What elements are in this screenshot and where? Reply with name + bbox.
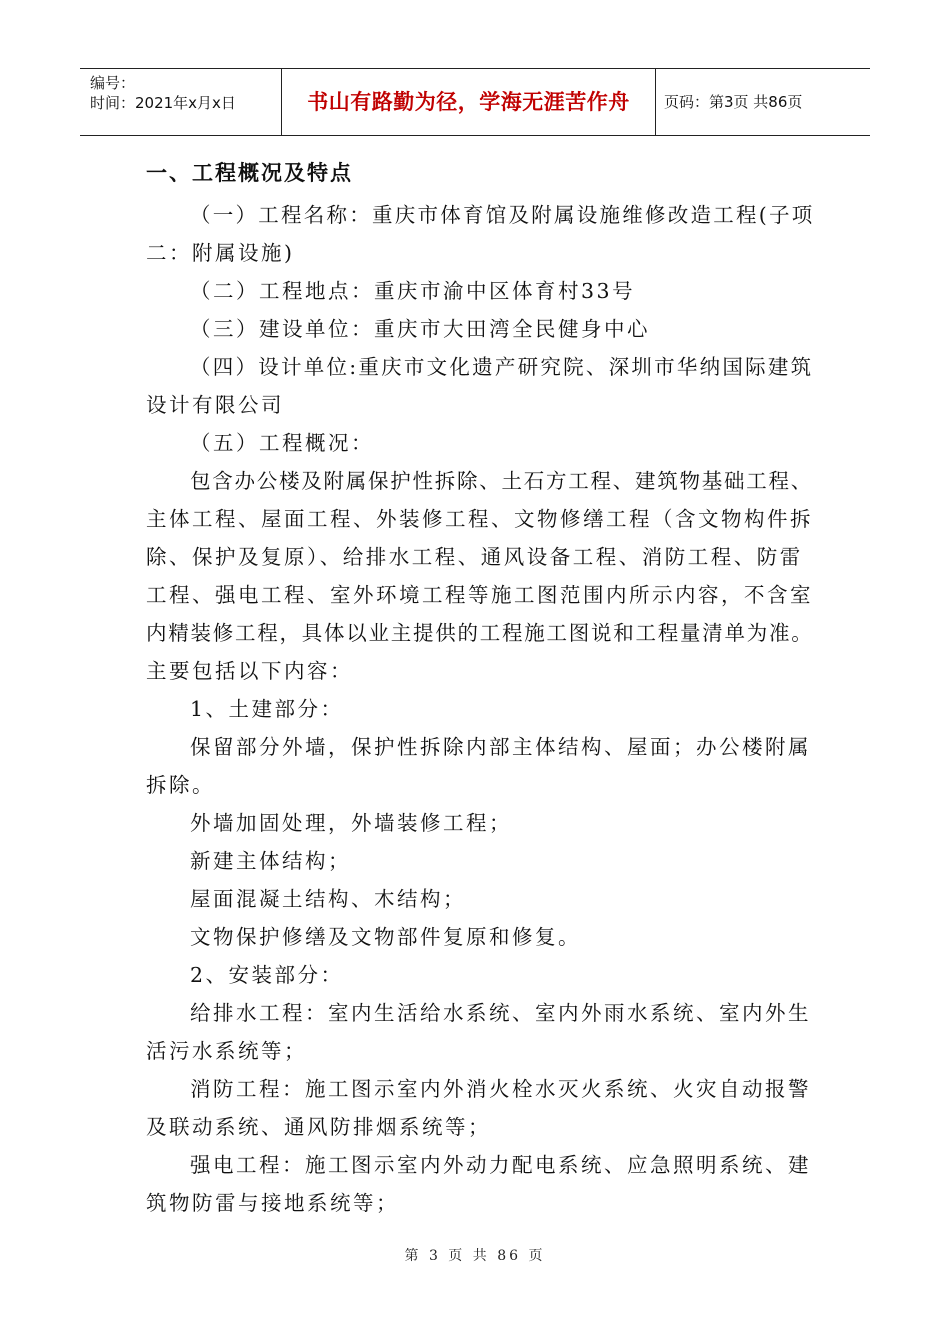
document-header xyxy=(80,68,870,136)
body-line: 给排水工程：室内生活给水系统、室内外雨水系统、室内外生 xyxy=(190,1001,811,1025)
body-line: 文物保护修缮及文物部件复原和修复。 xyxy=(190,925,581,949)
body-line: （五）工程概况： xyxy=(190,431,374,455)
body-line: 保留部分外墙，保护性拆除内部主体结构、屋面；办公楼附属 xyxy=(190,735,811,759)
header-page-info: 页码：第3页 共86页 xyxy=(664,93,803,111)
body-line: 筑物防雷与接地系统等； xyxy=(146,1191,399,1215)
body-line: 二：附属设施) xyxy=(146,241,295,265)
header-meta-cell xyxy=(80,69,282,135)
body-line: 主要包括以下内容： xyxy=(146,659,353,683)
header-motto: 书山有路勤为径，学海无涯苦作舟 xyxy=(282,69,656,135)
body-line: 外墙加固处理，外墙装修工程； xyxy=(190,811,512,835)
body-line: 强电工程：施工图示室内外动力配电系统、应急照明系统、建 xyxy=(190,1153,811,1177)
body-line: 屋面混凝土结构、木结构； xyxy=(190,887,466,911)
body-line: 及联动系统、通风防排烟系统等； xyxy=(146,1115,491,1139)
body-line: （四）设计单位:重庆市文化遗产研究院、深圳市华纳国际建筑 xyxy=(190,355,814,379)
page-footer: 第 3 页 共 86 页 xyxy=(404,1248,546,1264)
body-line: （三）建设单位：重庆市大田湾全民健身中心 xyxy=(190,317,650,341)
body-line: 拆除。 xyxy=(146,773,215,797)
body-line: 设计有限公司 xyxy=(146,393,284,417)
code-label: 编号： xyxy=(90,74,136,92)
body-line: 消防工程：施工图示室内外消火栓水灭火系统、火灾自动报警 xyxy=(190,1077,811,1101)
body-line: （二）工程地点：重庆市渝中区体育村33号 xyxy=(190,279,636,303)
body-line: 1、土建部分： xyxy=(190,697,344,721)
time-label: 时间：2021年x月x日 xyxy=(90,94,236,112)
body-line: 活污水系统等； xyxy=(146,1039,307,1063)
body-line: 除、保护及复原）、给排水工程、通风设备工程、消防工程、防雷 xyxy=(146,545,803,569)
body-line: （一）工程名称：重庆市体育馆及附属设施维修改造工程(子项 xyxy=(190,203,815,227)
body-line: 包含办公楼及附属保护性拆除、土石方工程、建筑物基础工程、 xyxy=(190,469,813,493)
body-line: 2、安装部分： xyxy=(190,963,344,987)
body-line: 内精装修工程，具体以业主提供的工程施工图说和工程量清单为准。 xyxy=(146,621,814,645)
body-line: 工程、强电工程、室外环境工程等施工图范围内所示内容，不含室 xyxy=(146,583,813,607)
body-line: 主体工程、屋面工程、外装修工程、文物修缮工程（含文物构件拆 xyxy=(146,507,813,531)
body-line: 新建主体结构； xyxy=(190,849,351,873)
section-heading: 一、工程概况及特点 xyxy=(146,161,353,185)
